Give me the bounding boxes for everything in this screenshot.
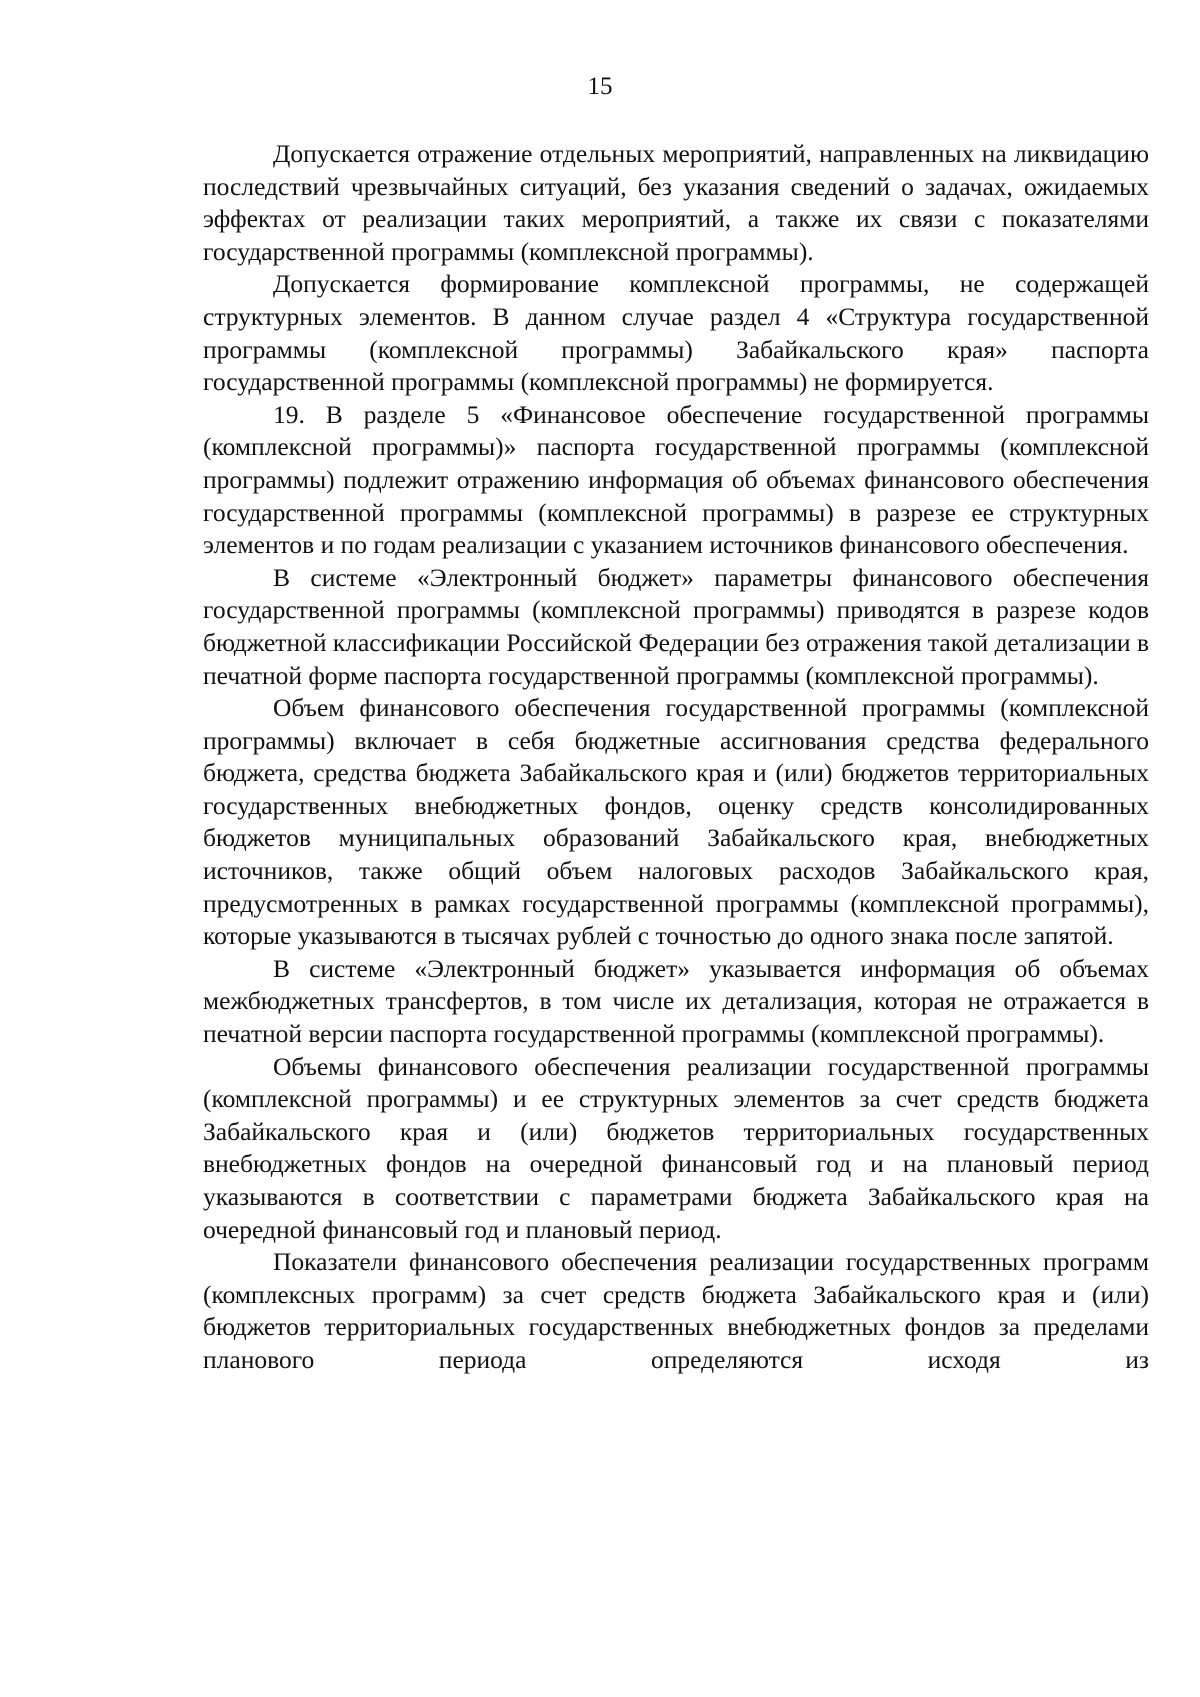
page-number: 15 — [587, 73, 613, 100]
paragraph-emergency-measures: Допускается отражение отдельных мероприятий, направленных на ликвидацию последствий чрезвычайных ситуаций, без указания сведений о задачах, ожидаемых эффектах от реализации таких мероприятий, а также их связи с показателями государственной программы (комплексной программы). — [203, 139, 1149, 266]
paragraph-electronic-budget-parameters: В системе «Электронный бюджет» параметры финансового обеспечения государственной программы (комплексной программы) приводятся в разрезе кодов бюджетной классификации Российской Федерации без отражения такой детализации в печатной форме паспорта государственной программы (комплексной программы). — [203, 562, 1149, 690]
paragraph-interbudget-transfers: В системе «Электронный бюджет» указывается информация об объемах межбюджетных трансфертов, в том числе их детализация, которая не отражается в печатной версии паспорта государственной программы (комплексной программы). — [203, 953, 1149, 1049]
paragraph-item-19-financing-section: 19. В разделе 5 «Финансовое обеспечение государственной программы (комплексной программы)» паспорта государственной программы (комплексной программы) подлежит отражению информация об объемах финансового обеспечения государственной программы (комплексной программы) в разрезе ее структурных элементов и по годам реализации с указанием источников финансового обеспечения. — [203, 399, 1149, 560]
paragraph-financing-beyond-planning-period: Показатели финансового обеспечения реализации государственных программ (комплексных программ) за счет средств бюджета Забайкальского края и (или) бюджетов территориальных государственных внебюджетных фондов за пределами планового периода определяются исходя из — [203, 1247, 1149, 1374]
paragraph-financing-by-budget-law: Объемы финансового обеспечения реализации государственной программы (комплексной программы) и ее структурных элементов за счет средств бюджета Забайкальского края и (или) бюджетов территориальных государственных внебюджетных фондов на очередной финансовый год и на плановый период указываются в соответствии с параметрами бюджета Забайкальского края на очередной финансовый год и плановый период. — [203, 1051, 1149, 1244]
paragraph-complex-program-structure: Допускается формирование комплексной программы, не содержащей структурных элементов. В данном случае раздел 4 «Структура государственной программы (комплексной программы) Забайкальского края» паспорта государственной программы (комплексной программы) не формируется. — [203, 269, 1149, 397]
paragraph-financing-volume: Объем финансового обеспечения государственной программы (комплексной программы) включает в себя бюджетные ассигнования средства федерального бюджета, средства бюджета Забайкальского края и (или) бюджетов территориальных государственных внебюджетных фондов, оценку средств консолидированных бюджетов муниципальных образований Забайкальского края, внебюджетных источников, также общий объем налоговых расходов Забайкальского края, предусмотренных в рамках государственной программы (комплексной программы), которые указываются в тысячах рублей с точностью до одного знака после запятой. — [203, 693, 1149, 951]
body-text — [203, 138, 1149, 1377]
